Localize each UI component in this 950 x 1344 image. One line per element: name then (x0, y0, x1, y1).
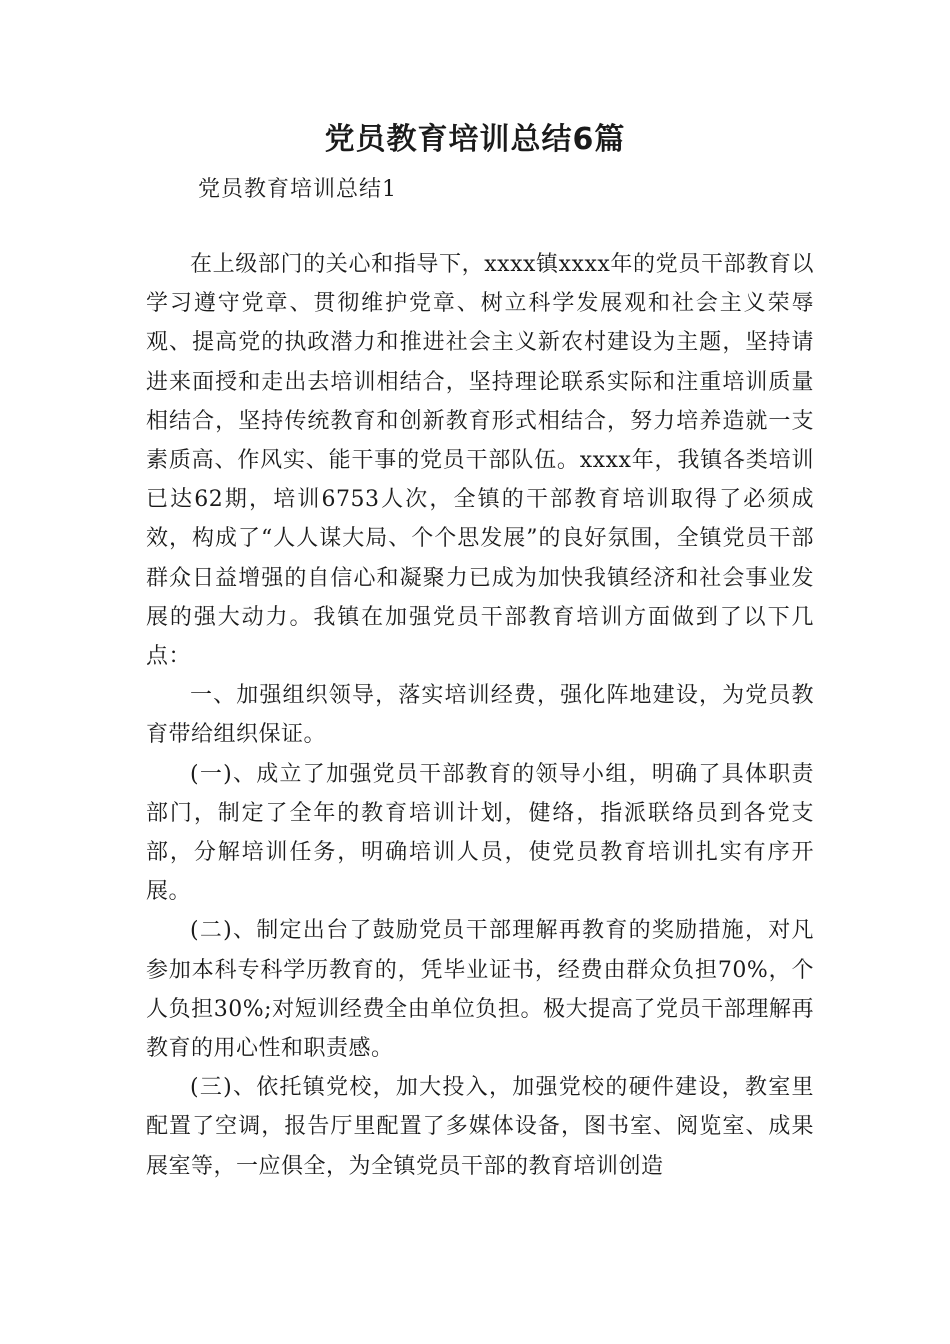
paragraph-item-two: (二)、制定出台了鼓励党员干部理解再教育的奖励措施，对凡参加本科专科学历教育的，凭毕业证书，经费由群众负担70%，个人负担30%;对短训经费全由单位负担。极大提高了党员干部理解再教育的用心性和职责感。 (146, 918, 814, 1062)
paragraph-section-one: 一、加强组织领导，落实培训经费，强化阵地建设，为党员教育带给组织保证。 (146, 683, 814, 748)
paragraph-item-three: (三)、依托镇党校，加大投入，加强党校的硬件建设，教室里配置了空调，报告厅里配置了多媒体设备，图书室、阅览室、成果展室等，一应俱全，为全镇党员干部的教育培训创造 (146, 1075, 814, 1179)
document-body (146, 245, 814, 1186)
paragraph-item-one: (一)、成立了加强党员干部教育的领导小组，明确了具体职责部门，制定了全年的教育培训计划，健络，指派联络员到各党支部，分解培训任务，明确培训人员，使党员教育培训扎实有序开展。 (146, 761, 814, 905)
section-subtitle: 党员教育培训总结1 (198, 177, 397, 202)
paragraph-intro: 在上级部门的关心和指导下，xxxx镇xxxx年的党员干部教育以学习遵守党章、贯彻维护党章、树立科学发展观和社会主义荣辱观、提高党的执政潜力和推进社会主义新农村建设为主题，坚持请进来面授和走出去培训相结合，坚持理论联系实际和注重培训质量相结合，坚持传统教育和创新教育形式相结合，努力培养造就一支素质高、作风实、能干事的党员干部队伍。xxxx年，我镇各类培训已达62期，培训6753人次，全镇的干部教育培训取得了必须成效，构成了“人人谋大局、个个思发展”的良好氛围，全镇党员干部群众日益增强的自信心和凝聚力已成为加快我镇经济和社会事业发展的强大动力。我镇在加强党员干部教育培训方面做到了以下几点： (146, 252, 814, 670)
document-title: 党员教育培训总结6篇 (324, 122, 626, 157)
